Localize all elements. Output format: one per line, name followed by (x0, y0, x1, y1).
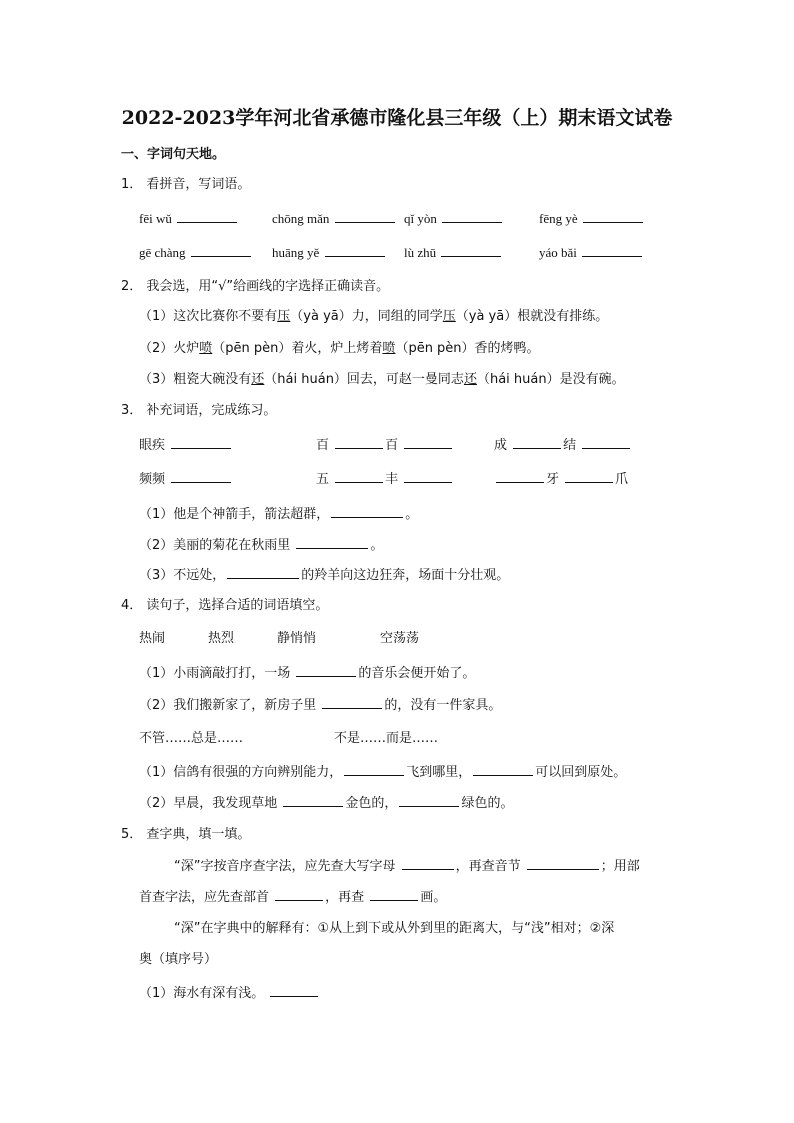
pinyin-item: gē chàng (139, 244, 253, 262)
pinyin-item: fēng yè (539, 210, 645, 228)
sentence: （3）粗瓷大碗没有还（hái huán）回去，可赵一曼同志还（hái huán）是没有碗。 (139, 372, 625, 387)
sentence: （3）不远处， 的羚羊向这边狂奔，场面十分壮观。 (139, 568, 510, 583)
sentence: （2）早晨，我发现草地 金色的， 绿色的。 (139, 796, 514, 811)
paragraph-line: 奥（填序号） (139, 952, 218, 967)
paragraph-line: 首查字法，应先查部首 ，再查 画。 (139, 890, 447, 905)
paragraph-line: “深”在字典中的解释有：①从上到下或从外到里的距离大，与“浅”相对；②深 (174, 921, 615, 936)
conjunction-option: 不管……总是…… (139, 731, 244, 746)
idiom-item: 成 结 (494, 436, 632, 455)
pinyin-item: lù zhū (404, 244, 503, 262)
idiom-item: 百 百 (316, 436, 454, 455)
pinyin-item: huāng yě (272, 244, 387, 262)
idiom-item: 眼疾 (139, 436, 233, 455)
page-title: 2022-2023学年河北省承德市隆化县三年级（上）期末语文试卷 (121, 107, 673, 129)
sentence: （1）小雨滴敲打打，一场 的音乐会便开始了。 (139, 666, 476, 681)
idiom-item: 五 丰 (316, 470, 454, 489)
word-option: 静悄悄 (277, 631, 317, 646)
sentence: （1）这次比赛你不要有压（yà yā）力，同组的同学压（yà yā）根就没有排练。 (139, 309, 609, 324)
sentence: （1）海水有深有浅。 (139, 984, 320, 1003)
question-3-heading: 3． 补充词语，完成练习。 (121, 403, 277, 418)
word-option: 热烈 (208, 631, 235, 646)
question-2-heading: 2． 我会选，用“√”给画线的字选择正确读音。 (121, 279, 390, 294)
sentence: （2）美丽的菊花在秋雨里 。 (139, 538, 384, 553)
question-4-heading: 4． 读句子，选择合适的词语填空。 (121, 598, 329, 613)
sentence: （1）他是个神箭手，箭法超群， 。 (139, 507, 419, 522)
word-option: 空荡荡 (380, 631, 420, 646)
pinyin-item: chōng mǎn (272, 210, 397, 228)
pinyin-item: qǐ yòn (404, 210, 504, 228)
word-option: 热闹 (139, 631, 166, 646)
idiom-item: 牙 爪 (494, 470, 628, 489)
sentence: （2）火炉喷（pēn pèn）着火，炉上烤着喷（pēn pèn）香的烤鸭。 (139, 341, 540, 356)
sentence: （2）我们搬新家了，新房子里 的，没有一件家具。 (139, 698, 502, 713)
question-1-heading: 1． 看拼音，写词语。 (121, 177, 251, 192)
question-5-heading: 5． 查字典，填一填。 (121, 827, 251, 842)
idiom-item: 频频 (139, 470, 233, 489)
pinyin-item: fēi wǔ (139, 210, 239, 228)
pinyin-item: yáo bǎi (539, 244, 644, 262)
conjunction-option: 不是……而是…… (334, 731, 439, 746)
sentence: （1）信鸽有很强的方向辨别能力， 飞到哪里， 可以回到原处。 (139, 765, 627, 780)
section-heading: 一、字词句天地。 (121, 147, 226, 162)
paragraph-line: “深”字按音序查字法，应先查大写字母 ，再查音节 ；用部 (174, 859, 640, 874)
